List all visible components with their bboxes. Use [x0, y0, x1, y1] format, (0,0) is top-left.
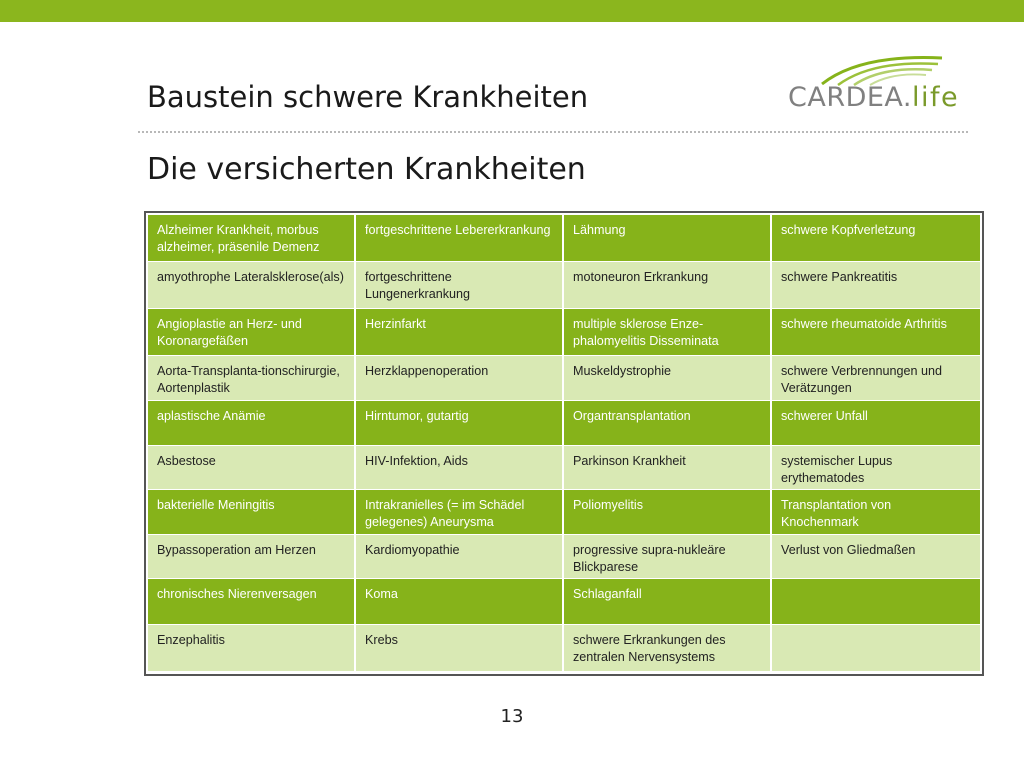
- table-cell: Herzinfarkt: [356, 309, 562, 356]
- table-cell: [772, 579, 980, 625]
- logo-wordmark: [788, 82, 959, 113]
- table-cell: fortgeschrittene Lungenerkrankung: [356, 262, 562, 309]
- slide-title: Baustein schwere Krankheiten: [147, 80, 589, 114]
- table-cell: Angioplastie an Herz- und Koronargefäßen: [148, 309, 354, 356]
- diseases-table: [144, 211, 984, 676]
- table-cell: Verlust von Gliedmaßen: [772, 535, 980, 579]
- logo-text-suffix: life: [912, 82, 960, 113]
- table-cell: Muskeldystrophie: [564, 356, 770, 401]
- table-cell: Parkinson Krankheit: [564, 446, 770, 490]
- table-cell: schwere Kopfverletzung: [772, 215, 980, 262]
- table-cell: Bypassoperation am Herzen: [148, 535, 354, 579]
- table-cell: schwere Verbrennungen und Verätzungen: [772, 356, 980, 401]
- logo-text-main: CARDEA.: [788, 82, 913, 113]
- table-cell: Enzephalitis: [148, 625, 354, 672]
- table-cell: Alzheimer Krankheit, morbus alzheimer, präsenile Demenz: [148, 215, 354, 262]
- table-cell: schwere Pankreatitis: [772, 262, 980, 309]
- table-cell: Schlaganfall: [564, 579, 770, 625]
- table-cell: motoneuron Erkrankung: [564, 262, 770, 309]
- table-cell: schwere Erkrankungen des zentralen Nervensystems: [564, 625, 770, 672]
- title-divider: [138, 131, 968, 133]
- table-cell: fortgeschrittene Lebererkrankung: [356, 215, 562, 262]
- table-cell: Lähmung: [564, 215, 770, 262]
- slide-subtitle: Die versicherten Krankheiten: [147, 152, 586, 187]
- diseases-grid: [148, 215, 980, 672]
- table-cell: aplastische Anämie: [148, 401, 354, 446]
- table-cell: amyothrophe Lateralsklerose(als): [148, 262, 354, 309]
- table-cell: Poliomyelitis: [564, 490, 770, 535]
- arc-swoosh-icon: [820, 52, 950, 86]
- table-cell: Kardiomyopathie: [356, 535, 562, 579]
- table-cell: bakterielle Meningitis: [148, 490, 354, 535]
- table-cell: Organtransplantation: [564, 401, 770, 446]
- table-cell: Aorta-Transplanta-tionschirurgie, Aortenplastik: [148, 356, 354, 401]
- page-number: 13: [500, 706, 524, 727]
- table-cell: chronisches Nierenversagen: [148, 579, 354, 625]
- top-accent-bar: [0, 0, 1024, 22]
- table-cell: Herzklappenoperation: [356, 356, 562, 401]
- table-cell: Hirntumor, gutartig: [356, 401, 562, 446]
- table-cell: schwerer Unfall: [772, 401, 980, 446]
- table-cell: progressive supra-nukleäre Blickparese: [564, 535, 770, 579]
- table-cell: [772, 625, 980, 672]
- table-cell: Transplantation von Knochenmark: [772, 490, 980, 535]
- table-cell: Krebs: [356, 625, 562, 672]
- table-cell: systemischer Lupus erythematodes: [772, 446, 980, 490]
- cardea-logo: [788, 52, 972, 118]
- table-cell: Koma: [356, 579, 562, 625]
- table-cell: Intrakranielles (= im Schädel gelegenes) Aneurysma: [356, 490, 562, 535]
- table-cell: Asbestose: [148, 446, 354, 490]
- table-cell: schwere rheumatoide Arthritis: [772, 309, 980, 356]
- table-cell: HIV-Infektion, Aids: [356, 446, 562, 490]
- table-cell: multiple sklerose Enze-phalomyelitis Disseminata: [564, 309, 770, 356]
